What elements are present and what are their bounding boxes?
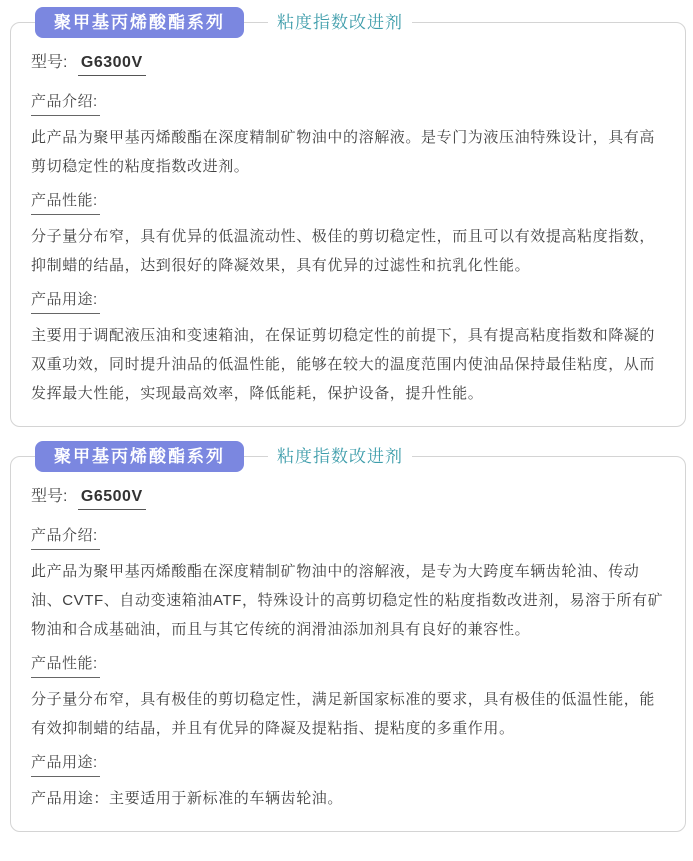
section-body: 分子量分布窄，具有优异的低温流动性、极佳的剪切稳定性，而且可以有效提高粘度指数，抑制蜡的结晶，达到很好的降凝效果，具有优异的过滤性和抗乳化性能。	[31, 228, 656, 274]
model-value: G6500V	[78, 488, 146, 510]
section-performance	[31, 648, 667, 743]
model-label: 型号:	[31, 54, 68, 71]
section-heading: 产品介绍:	[31, 90, 100, 116]
section-heading: 产品介绍:	[31, 524, 100, 550]
section-heading: 产品用途:	[31, 751, 100, 777]
category-label: 粘度指数改进剂	[268, 441, 412, 472]
section-body: 主要用于调配液压油和变速箱油，在保证剪切稳定性的前提下，具有提高粘度指数和降凝的双重功效，同时提升油品的低温性能，能够在较大的温度范围内使油品保持最佳粘度，从而发挥最大性能，实现最高效率，降低能耗，保护设备，提升性能。	[31, 327, 656, 402]
section-performance	[31, 185, 667, 280]
card-header	[35, 7, 412, 38]
section-usage	[31, 747, 667, 813]
product-card-g6500v	[10, 447, 686, 832]
section-heading: 产品用途:	[31, 288, 100, 314]
section-intro	[31, 86, 667, 181]
model-row	[31, 483, 667, 510]
section-body: 分子量分布窄，具有极佳的剪切稳定性，满足新国家标准的要求，具有极佳的低温性能，能有效抑制蜡的结晶，并且有优异的降凝及提粘指、提粘度的多重作用。	[31, 691, 656, 737]
model-label: 型号:	[31, 488, 68, 505]
section-intro	[31, 520, 667, 644]
section-body: 产品用途：主要适用于新标准的车辆齿轮油。	[31, 790, 344, 807]
series-badge: 聚甲基丙烯酸酯系列	[35, 7, 244, 38]
model-value: G6300V	[78, 54, 146, 76]
series-badge: 聚甲基丙烯酸酯系列	[35, 441, 244, 472]
section-usage	[31, 284, 667, 408]
section-body: 此产品为聚甲基丙烯酸酯在深度精制矿物油中的溶解液。是专门为液压油特殊设计，具有高剪切稳定性的粘度指数改进剂。	[31, 129, 656, 175]
section-body: 此产品为聚甲基丙烯酸酯在深度精制矿物油中的溶解液，是专为大跨度车辆齿轮油、传动油、CVTF、自动变速箱油ATF，特殊设计的高剪切稳定性的粘度指数改进剂，易溶于所有矿物油和合成基础油，而且与其它传统的润滑油添加剂具有良好的兼容性。	[31, 563, 664, 638]
model-row	[31, 49, 667, 76]
section-heading: 产品性能:	[31, 652, 100, 678]
category-label: 粘度指数改进剂	[268, 7, 412, 38]
card-header	[35, 441, 412, 472]
section-heading: 产品性能:	[31, 189, 100, 215]
product-card-g6300v	[10, 13, 686, 427]
